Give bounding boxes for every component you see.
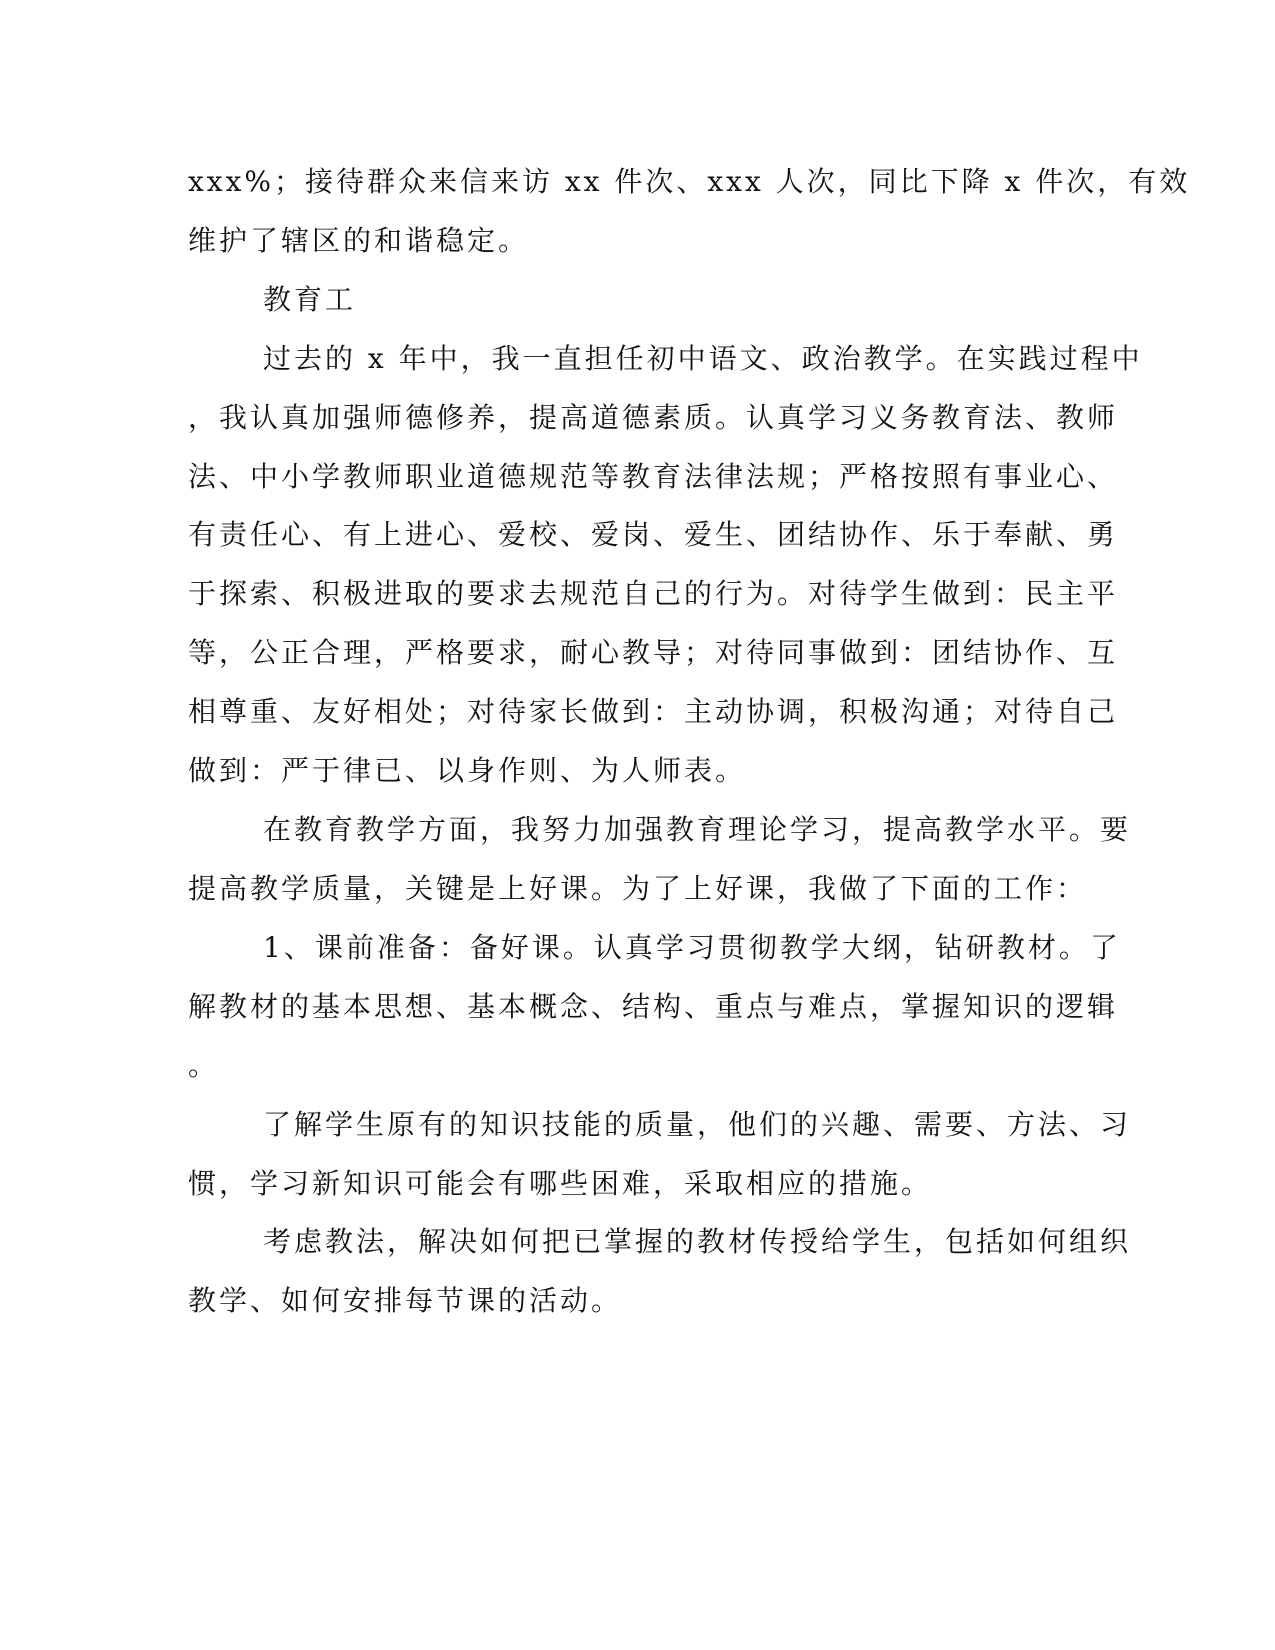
text-line: 1、课前准备：备好课。认真学习贯彻教学大纲，钻研教材。了	[263, 931, 1121, 964]
text-line: xxx%；接待群众来信来访 xx 件次、xxx 人次，同比下降 x 件次，有效	[188, 165, 1191, 198]
text-line: 有责任心、有上进心、爱校、爱岗、爱生、团结协作、乐于奉献、勇	[188, 518, 1119, 551]
text-line: 惯，学习新知识可能会有哪些困难，采取相应的措施。	[188, 1167, 933, 1200]
text-line: 了解学生原有的知识技能的质量，他们的兴趣、需要、方法、习	[263, 1108, 1132, 1141]
text-line: 过去的 x 年中，我一直担任初中语文、政治教学。在实践过程中	[263, 342, 1143, 375]
text-line: 维护了辖区的和谐稳定。	[188, 224, 530, 257]
text-line: 考虑教法，解决如何把已掌握的教材传授给学生，包括如何组织	[263, 1225, 1132, 1258]
section-heading: 教育工	[263, 283, 357, 316]
text-line: 教学、如何安排每节课的活动。	[188, 1284, 623, 1317]
text-line: 做到：严于律已、以身作则、为人师表。	[188, 754, 747, 787]
text-line: ，我认真加强师德修养，提高道德素质。认真学习义务教育法、教师	[188, 401, 1119, 434]
text-line: 法、中小学教师职业道德规范等教育法律法规；严格按照有事业心、	[188, 460, 1119, 493]
text-line: 相尊重、友好相处；对待家长做到：主动协调，积极沟通；对待自己	[188, 695, 1119, 728]
text-line: 解教材的基本思想、基本概念、结构、重点与难点，掌握知识的逻辑	[188, 990, 1119, 1023]
text-line: 提高教学质量，关键是上好课。为了上好课，我做了下面的工作：	[188, 872, 1088, 905]
text-line: 。	[188, 1049, 220, 1082]
text-line: 等，公正合理，严格要求，耐心教导；对待同事做到：团结协作、互	[188, 636, 1119, 669]
text-line: 于探索、积极进取的要求去规范自己的行为。对待学生做到：民主平	[188, 577, 1119, 610]
text-line: 在教育教学方面，我努力加强教育理论学习，提高教学水平。要	[263, 813, 1132, 846]
